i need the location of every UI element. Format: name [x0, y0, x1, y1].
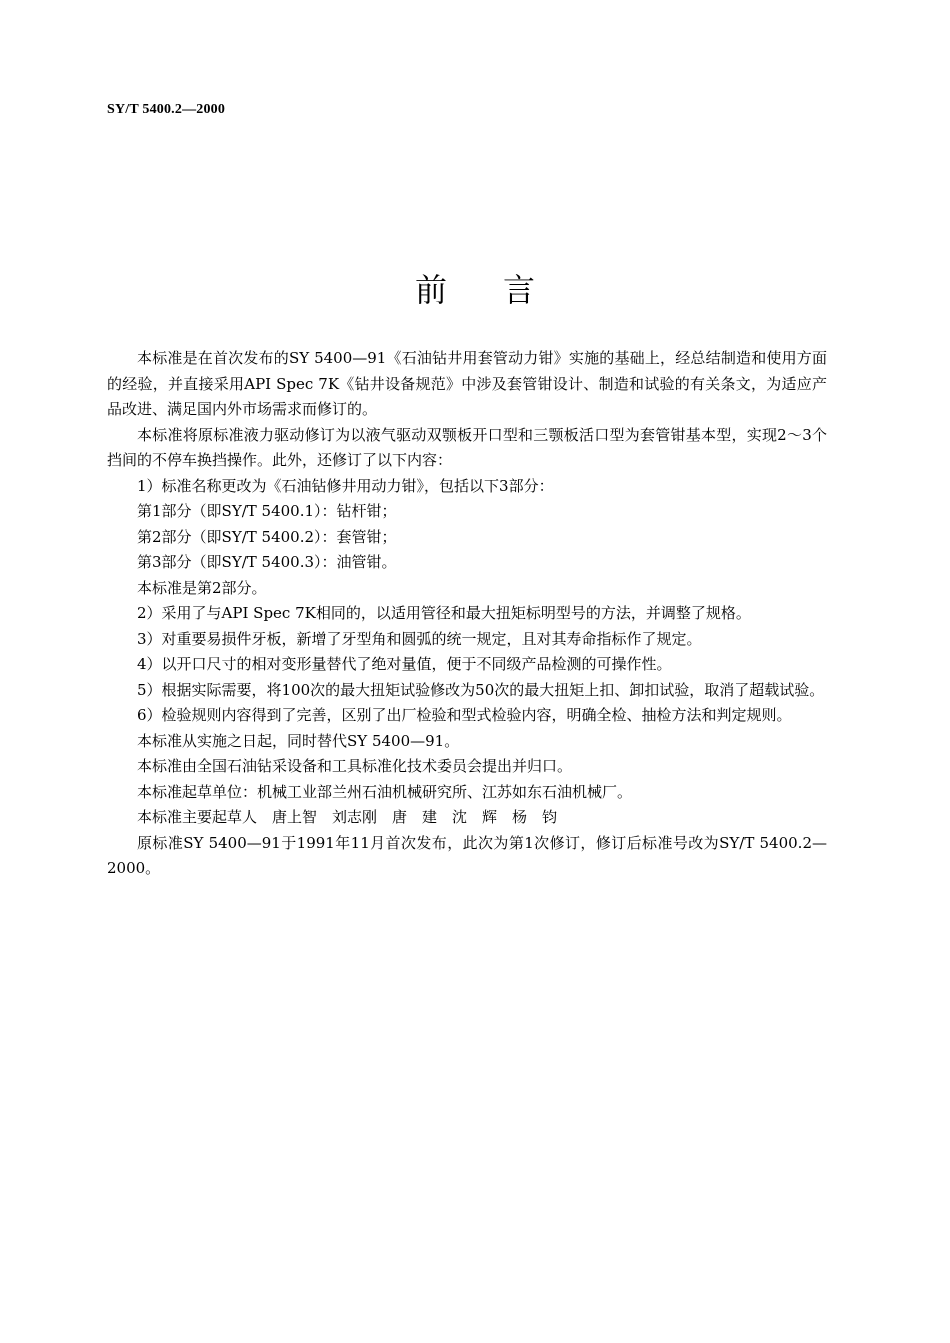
drafting-units: 本标准起草单位：机械工业部兰州石油机械研究所、江苏如东石油机械厂。	[137, 782, 633, 801]
replacement-statement: 本标准从实施之日起，同时替代SY 5400—91。	[137, 731, 460, 750]
list-item: 3）对重要易损件牙板，新增了牙型角和圆弧的统一规定，且对其寿命指标作了规定。	[137, 629, 702, 648]
part-1-line: 第1部分（即SY/T 5400.1）：钻杆钳；	[137, 502, 397, 520]
list-item: 6）检验规则内容得到了完善，区别了出厂检验和型式检验内容，明确全检、抽检方法和判定规则。	[137, 706, 792, 724]
history-statement: 原标准SY 5400—91于1991年11月首次发布，此次为第1次修订，修订后标准号改为SY/T 5400.2—2000。	[107, 833, 827, 877]
list-item: 5）根据实际需要，将100次的最大扭矩试验修改为50次的最大扭矩上扣、卸扣试验，取消了超载试验。	[137, 680, 825, 699]
list-item: 1）标准名称更改为《石油钻修井用动力钳》，包括以下3部分：	[137, 476, 554, 495]
list-item: 4）以开口尺寸的相对变形量替代了绝对量值，便于不同级产品检测的可操作性。	[137, 655, 672, 673]
drafters: 本标准主要起草人 唐上智 刘志刚 唐 建 沈 辉 杨 钧	[137, 808, 558, 826]
part-statement: 本标准是第2部分。	[137, 578, 267, 597]
proposer-statement: 本标准由全国石油钻采设备和工具标准化技术委员会提出并归口。	[137, 757, 573, 775]
part-3-line: 第3部分（即SY/T 5400.3）：油管钳。	[137, 553, 397, 571]
list-item: 2）采用了与API Spec 7K相同的，以适用管径和最大扭矩标明型号的方法，并调整了规格。	[137, 604, 751, 622]
revision-summary-paragraph: 本标准将原标准液力驱动修订为以液气驱动双颚板开口型和三颚板活口型为套管钳基本型，实现2～3个挡间的不停车换挡操作。此外，还修订了以下内容：	[107, 425, 827, 469]
foreword-body	[107, 346, 827, 882]
page-title: 前言	[414, 271, 591, 309]
intro-paragraph: 本标准是在首次发布的SY 5400—91《石油钻井用套管动力钳》实施的基础上，经总结制造和使用方面的经验，并直接采用API Spec 7K《钻井设备规范》中涉及套管钳设计、制造和试验的有关条文，为适应产品改进、满足国内外市场需求而修订的。	[107, 349, 827, 418]
part-2-line: 第2部分（即SY/T 5400.2）：套管钳；	[137, 527, 397, 546]
standard-code: SY/T 5400.2—2000	[107, 102, 226, 117]
